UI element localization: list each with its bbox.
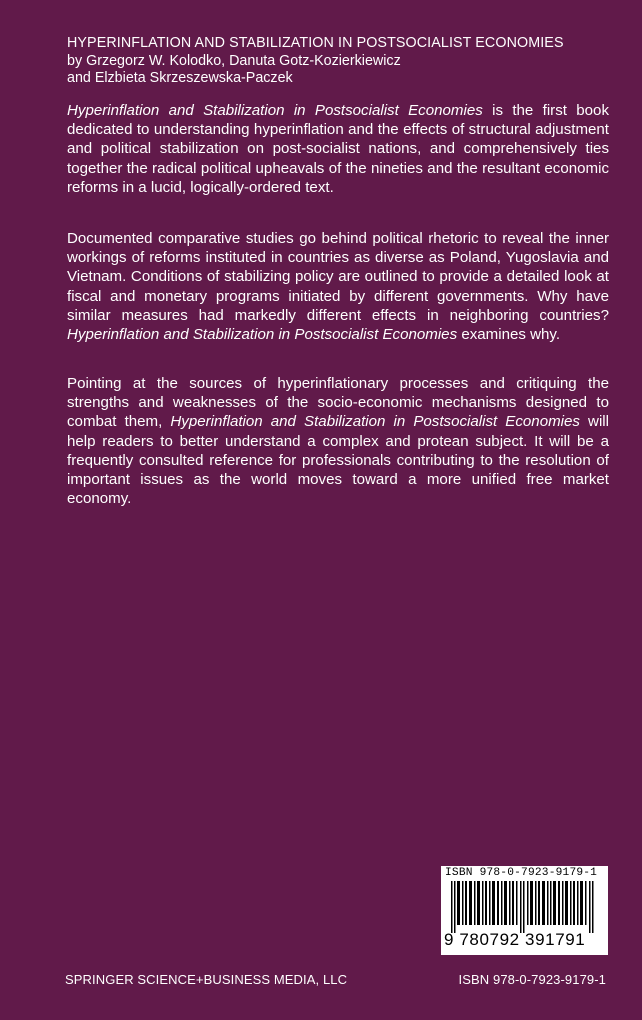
- barcode-box: [441, 866, 608, 955]
- paragraph-text: Pointing at the sources of hyperinflationary processes and critiquing the strengths and weaknesses of the socio-economic mechanisms designed to combat them,: [67, 375, 609, 431]
- book-header: [67, 35, 612, 88]
- description-paragraph-2: [67, 229, 609, 344]
- paragraph-text-end: will help readers to better understand a complex and protean subject. It will be a frequently consulted reference for professionals contributing to the resolution of important issues as the world moves toward a more unified free market economy.: [67, 413, 610, 508]
- book-title: HYPERINFLATION AND STABILIZATION IN POSTSOCIALIST ECONOMIES: [67, 35, 564, 51]
- footer-isbn: ISBN 978-0-7923-9179-1: [458, 972, 606, 987]
- description-paragraph-3: [67, 374, 609, 508]
- description-paragraph-1: [67, 101, 609, 197]
- italic-book-title: Hyperinflation and Stabilization in Postsocialist Economies: [170, 413, 580, 431]
- barcode-number: 9 780792 391791: [444, 930, 586, 949]
- paragraph-text: Documented comparative studies go behind political rhetoric to reveal the inner workings of reforms instituted in countries as diverse as Poland, Yugoslavia and Vietnam. Conditions of stabilizing policy are outlined to provide a detailed look at fiscal and monetary programs initiated by different governments. Why have similar measures had markedly different effects in neighboring countries?: [67, 230, 609, 324]
- paragraph-text: is the first book dedicated to understanding hyperinflation and the effects of structural adjustment and political stabilization on post-socialist nations, and comprehensively ties together the radical political upheavals of the nineties and the resultant economic reforms in a lucid, logically-ordered text.: [67, 102, 610, 196]
- publisher-name: SPRINGER SCIENCE+BUSINESS MEDIA, LLC: [65, 972, 348, 987]
- italic-book-title: Hyperinflation and Stabilization in Postsocialist Economies: [67, 102, 483, 119]
- barcode-icon: [451, 881, 599, 933]
- barcode-isbn-label: ISBN 978-0-7923-9179-1: [445, 867, 598, 879]
- italic-book-title: Hyperinflation and Stabilization in Postsocialist Economies: [67, 326, 458, 344]
- authors-line-1: by Grzegorz W. Kolodko, Danuta Gotz-Kozierkiewicz: [67, 52, 401, 69]
- authors-line-2: and Elzbieta Skrzeszewska-Paczek: [67, 70, 293, 86]
- paragraph-text-end: examines why.: [457, 326, 561, 344]
